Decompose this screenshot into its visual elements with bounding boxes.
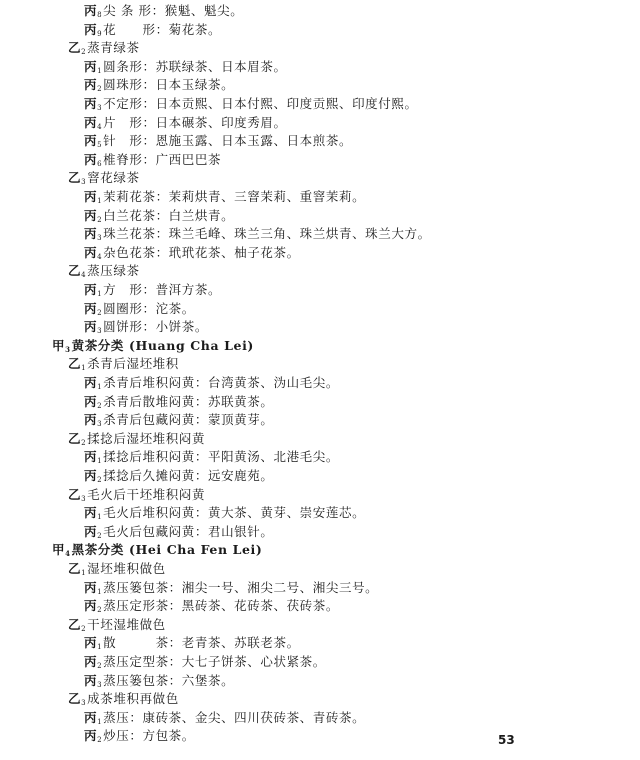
line-text: 片 形：日本碾茶、印度秀眉。 [103,114,287,130]
list-item [84,635,300,655]
line-text: 不定形：日本贡熙、日本付熙、印度贡熙、印度付熙。 [103,96,418,111]
line-text: 毛火后包藏闷黄：君山银针。 [103,523,274,539]
level-marker: 丙 [84,207,98,223]
list-item [84,728,195,748]
item-number: 2 [97,401,103,410]
item-number: 2 [97,308,103,317]
subsection-heading [68,691,179,711]
line-text: 椎脊形：广西巴巴茶 [103,151,222,167]
level-marker: 丙 [84,449,98,465]
level-marker: 丙 [84,468,98,483]
line-text: 尖 条 形：猴魁、魁尖。 [103,3,244,18]
list-item [84,115,287,135]
subsection-heading [68,356,179,376]
line-text: 湿坯堆积做色 [87,561,166,576]
page-number: 53 [498,733,515,747]
line-text: 蒸压定型茶：大七子饼茶、心状紧茶。 [103,654,326,669]
level-marker: 丙 [84,672,98,688]
level-marker: 丙 [84,412,98,428]
item-number: 2 [97,85,103,94]
level-marker: 丙 [84,523,98,539]
level-marker: 丙 [84,151,98,167]
list-item [84,524,273,544]
level-marker: 乙 [68,616,82,632]
list-item [84,208,234,228]
level-marker: 乙 [68,263,82,279]
level-marker: 丙 [84,282,98,297]
line-text: 蒸压篓包茶：六堡茶。 [103,672,235,688]
section-heading [52,542,262,562]
item-number: 9 [97,29,103,38]
level-marker: 丙 [84,300,98,316]
list-item [84,226,431,246]
item-number: 2 [81,48,87,57]
list-item [84,394,273,414]
level-marker: 乙 [68,170,82,186]
list-item [84,673,234,693]
level-marker: 丙 [84,21,98,37]
line-text: 炒压：方包茶。 [103,728,195,744]
item-number: 1 [97,513,103,522]
list-item [84,96,418,116]
level-marker: 丙 [84,114,98,130]
subsection-heading [68,170,140,190]
item-number: 3 [65,344,71,354]
item-number: 3 [81,494,87,503]
line-text: 杀青后散堆闷黄：苏联黄茶。 [103,393,274,409]
item-number: 5 [97,141,103,150]
level-marker: 乙 [68,430,82,446]
level-marker: 丙 [84,133,98,149]
item-number: 3 [97,420,103,429]
item-number: 1 [97,197,103,205]
list-item [84,505,365,525]
line-text: 蒸压绿茶 [87,263,140,279]
subsection-heading [68,617,166,637]
level-marker: 丙 [84,579,98,595]
list-item [84,449,339,469]
item-number: 3 [81,178,87,187]
line-text: 干坯湿堆做色 [87,616,166,632]
level-marker: 丙 [84,319,98,335]
level-marker: 乙 [68,356,82,372]
line-text: 花 形：菊花茶。 [103,21,222,37]
level-marker: 丙 [84,635,98,651]
line-text: 窨花绿茶 [87,170,140,186]
subsection-heading [68,487,205,507]
line-text: 蒸青绿茶 [87,40,140,56]
line-text: 圆圈形：沱茶。 [103,300,195,316]
item-number: 1 [81,569,87,577]
line-text: 毛火后干坯堆积闷黄 [87,486,206,502]
item-number: 1 [97,290,103,298]
item-number: 2 [97,215,103,224]
level-marker: 丙 [84,375,98,390]
list-item [84,412,273,432]
item-number: 4 [97,122,103,131]
item-number: 8 [97,11,103,19]
list-item [84,59,287,79]
item-number: 6 [97,159,103,168]
level-marker: 乙 [68,561,82,576]
item-number: 1 [97,643,103,652]
list-item [84,133,352,153]
level-marker: 乙 [68,486,82,502]
list-item [84,710,365,730]
item-number: 3 [81,699,87,708]
line-text: 方 形：普洱方茶。 [103,282,222,297]
item-number: 1 [97,383,103,391]
level-marker: 丙 [84,3,98,18]
item-number: 1 [97,457,103,466]
line-text: 散 茶：老青茶、苏联老茶。 [103,635,300,651]
item-number: 2 [81,438,87,447]
line-text: 黄茶分类 (Huang Cha Lei) [71,337,254,353]
level-marker: 丙 [84,598,98,614]
line-text: 成茶堆积再做色 [87,691,179,707]
subsection-heading [68,40,140,60]
level-marker: 丙 [84,709,98,725]
item-number: 1 [97,66,103,75]
line-text: 杀青后包藏闷黄：蒙顶黄芽。 [103,412,274,428]
level-marker: 丙 [84,244,98,260]
line-text: 蒸压定形茶：黑砖茶、花砖茶、茯砖茶。 [103,598,339,614]
level-marker: 丙 [84,728,98,744]
item-number: 2 [97,662,103,670]
item-number: 2 [97,531,103,540]
list-item [84,22,221,42]
level-marker: 乙 [68,40,82,56]
level-marker: 丙 [84,77,98,93]
level-marker: 甲 [52,542,66,558]
line-text: 揉捻后湿坯堆积闷黄 [87,430,206,446]
line-text: 白兰花茶：白兰烘青。 [103,207,235,223]
line-text: 杂色花茶：玳玳花茶、柚子花茶。 [103,244,300,260]
item-number: 2 [97,606,103,615]
line-text: 圆条形：苏联绿茶、日本眉茶。 [103,58,287,74]
item-number: 2 [97,736,103,745]
item-number: 2 [97,476,103,484]
item-number: 3 [97,104,103,112]
line-text: 蒸压：康砖茶、金尖、四川茯砖茶、青砖茶。 [103,709,366,725]
item-number: 3 [97,327,103,336]
item-number: 4 [97,252,103,261]
item-number: 1 [97,587,103,596]
subsection-heading [68,561,166,581]
subsection-heading [68,263,140,283]
list-item [84,580,378,600]
level-marker: 丙 [84,58,98,74]
line-text: 圆饼形：小饼茶。 [103,319,208,335]
line-text: 珠兰花茶：珠兰毛峰、珠兰三角、珠兰烘青、珠兰大方。 [103,226,431,242]
item-number: 3 [97,234,103,243]
level-marker: 丙 [84,189,98,204]
line-text: 蒸压篓包茶：湘尖一号、湘尖二号、湘尖三号。 [103,579,379,595]
list-item [84,654,326,674]
line-text: 圆珠形：日本玉绿茶。 [103,77,235,93]
line-text: 揉捻后久摊闷黄：远安鹿苑。 [103,468,274,483]
list-item [84,152,221,172]
list-item [84,598,339,618]
item-number: 4 [81,271,87,280]
list-item [84,319,208,339]
level-marker: 丙 [84,654,98,669]
item-number: 1 [97,717,103,726]
level-marker: 乙 [68,691,82,707]
list-item [84,375,339,395]
line-text: 杀青后湿坯堆积 [87,356,179,372]
list-item [84,77,234,97]
level-marker: 丙 [84,393,98,409]
line-text: 茉莉花茶：茉莉烘青、三窨茉莉、重窨茉莉。 [103,189,366,204]
line-text: 揉捻后堆积闷黄：平阳黄汤、北港毛尖。 [103,449,339,465]
line-text: 黑茶分类 (Hei Cha Fen Lei) [71,542,263,558]
list-item [84,3,243,23]
level-marker: 丙 [84,505,98,521]
level-marker: 甲 [52,337,66,353]
list-item [84,245,300,265]
list-item [84,189,365,209]
line-text: 毛火后堆积闷黄：黄大茶、黄芽、崇安莲芯。 [103,505,366,521]
line-text: 杀青后堆积闷黄：台湾黄茶、沩山毛尖。 [103,375,339,390]
item-number: 4 [65,549,71,559]
level-marker: 丙 [84,226,98,242]
level-marker: 丙 [84,96,98,111]
line-text: 针 形：恩施玉露、日本玉露、日本煎茶。 [103,133,353,149]
item-number: 2 [81,624,87,633]
item-number: 1 [81,364,87,373]
subsection-heading [68,431,205,451]
list-item [84,301,195,321]
list-item [84,282,221,302]
item-number: 3 [97,680,103,689]
section-heading [52,338,254,358]
list-item [84,468,273,488]
